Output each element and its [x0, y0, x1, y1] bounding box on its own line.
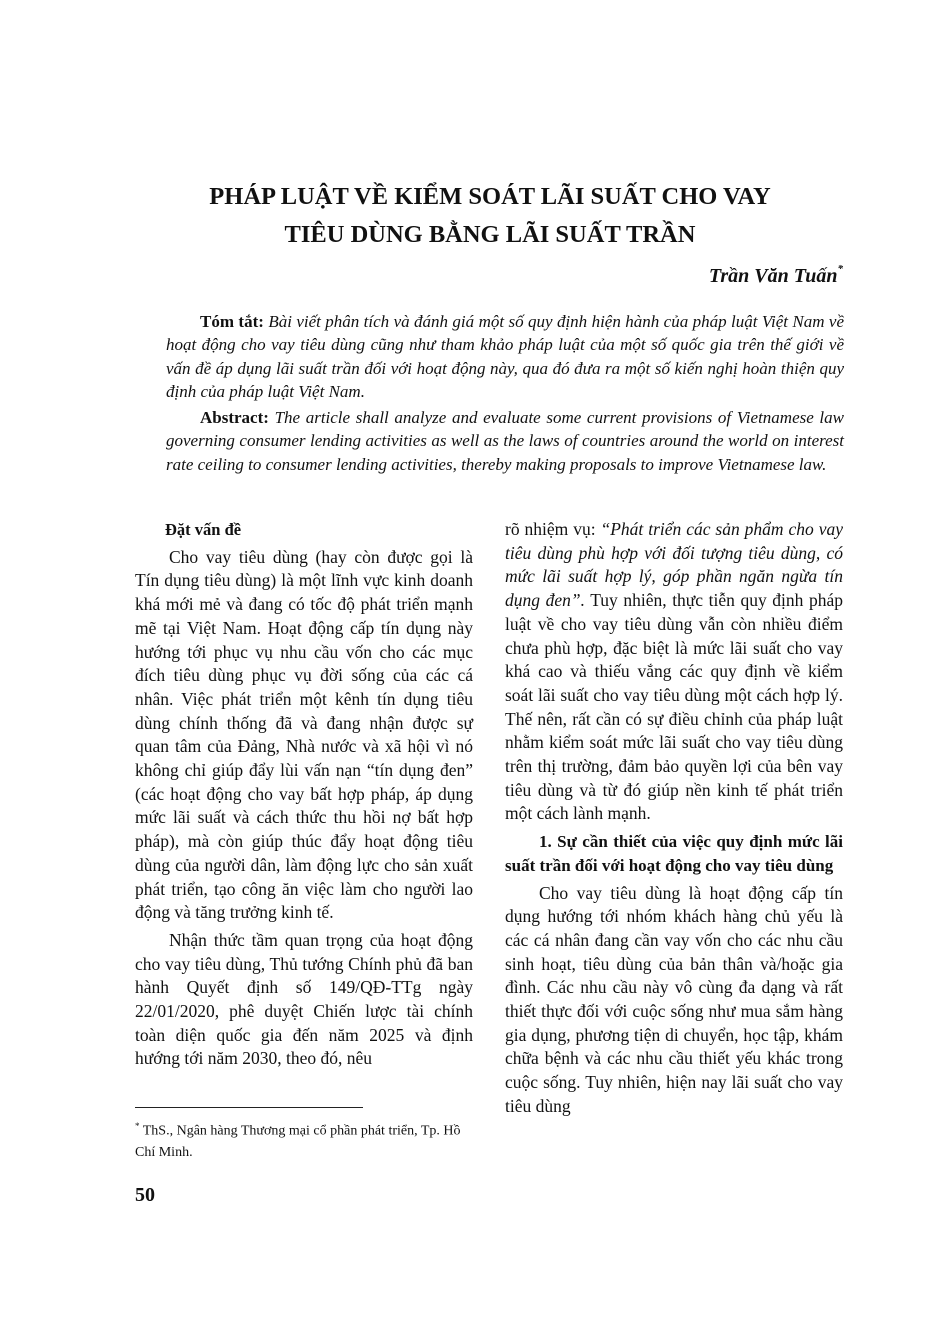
- left-column: [135, 518, 473, 1071]
- abstract-vi-label: Tóm tắt:: [200, 312, 264, 331]
- right-column: [505, 518, 843, 1119]
- footnote: [135, 1116, 473, 1163]
- footnote-mark: *: [135, 1121, 140, 1131]
- abstract-en-label: Abstract:: [200, 408, 269, 427]
- paragraph-1: Cho vay tiêu dùng (hay còn được gọi là Tín dụng tiêu dùng) là một lĩnh vực kinh doanh khá mới mẻ và đang có tốc độ phát triển mạnh mẽ tại Việt Nam. Hoạt động cấp tín dụng này hướng tới phục vụ nhu cầu vốn cho các mục đích tiêu dùng phục vụ đời sống của các cá nhân. Việc phát triển một kênh tín dụng tiêu dùng chính thống đã và đang nhận được sự quan tâm của Đảng, Nhà nước và xã hội vì nó không chỉ giúp đẩy lùi vấn nạn “tín dụng đen” (các hoạt động cho vay bất hợp pháp, áp dụng mức lãi suất và cách thức thu hồi nợ bất hợp pháp), mà còn giúp thúc đẩy hoạt động tiêu dùng của người dân, làm động lực cho sản xuất phát triển, tạo công ăn việc làm cho người lao động và tăng trưởng kinh tế.: [135, 546, 473, 923]
- title-line-1: PHÁP LUẬT VỀ KIỂM SOÁT LÃI SUẤT CHO VAY: [209, 183, 771, 210]
- section-1-heading: 1. Sự cần thiết của việc quy định mức lãi suất trần đối với hoạt động cho vay tiêu dùng: [505, 832, 843, 875]
- paragraph-2-rest: Tuy nhiên, thực tiễn quy định pháp luật về cho vay tiêu dùng vẫn còn nhiều điểm chưa phù hợp, đặc biệt là mức lãi suất cho vay khá cao và thiếu vắng các quy định về kiểm soát lãi suất cho vay tiêu dùng một cách hợp lý. Thế nên, rất cần có sự điều chỉnh của pháp luật nhằm kiểm soát mức lãi suất cho vay tiêu dùng trên thị trường, đảm bảo quyền lợi của bên vay tiêu dùng và từ đó giúp nền kinh tế phát triển một cách lành mạnh.: [505, 590, 843, 824]
- author-footnote-mark: *: [837, 263, 843, 276]
- paragraph-2-cont-text: rõ nhiệm vụ:: [505, 519, 596, 539]
- article-title: [120, 178, 860, 254]
- author: [709, 265, 843, 288]
- paragraph-3: Cho vay tiêu dùng là hoạt động cấp tín dụng hướng tới nhóm khách hàng chủ yếu là các cá nhân đang cần vay vốn cho các nhu cầu sinh hoạt, tiêu dùng của bản thân và/hoặc gia đình. Các nhu cầu này vô cùng đa dạng và rất thiết thực đối với cuộc sống như mua sắm hàng gia dụng, phương tiện di chuyển, học tập, khám chữa bệnh và các nhu cầu thiết yếu khác trong cuộc sống. Tuy nhiên, hiện nay lãi suất cho vay tiêu dùng: [505, 882, 843, 1116]
- title-line-2: TIÊU DÙNG BẰNG LÃI SUẤT TRẦN: [284, 221, 696, 248]
- abstract-vietnamese: [166, 310, 844, 404]
- abstract-en-text: The article shall analyze and evaluate some current provisions of Vietnamese law governing consumer lending activities as well as the laws of countries around the world on interest rate ceiling to consumer lending activities, thereby making proposals to improve Vietnamese law.: [166, 408, 844, 474]
- paragraph-2-continued: [505, 518, 843, 826]
- abstract-vi-text: Bài viết phân tích và đánh giá một số quy định hiện hành của pháp luật Việt Nam về hoạt động cho vay tiêu dùng cũng như tham khảo pháp luật của một số quốc gia trên thế giới về vấn đề áp dụng lãi suất trần đối với hoạt động này, qua đó đưa ra một số kiến nghị hoàn thiện quy định của pháp luật Việt Nam.: [166, 312, 845, 402]
- intro-heading: Đặt vấn đề: [165, 520, 242, 539]
- footnote-divider: [135, 1107, 363, 1108]
- paragraph-2-quote: “Phát triển các sản phẩm cho vay tiêu dùng phù hợp với đối tượng tiêu dùng, có mức lãi suất hợp lý, góp phần ngăn ngừa tín dụng đen”.: [505, 519, 843, 611]
- abstract-english: [166, 406, 844, 476]
- author-name: Trần Văn Tuấn: [708, 265, 838, 287]
- paragraph-2-lead: Nhận thức tầm quan trọng của hoạt động cho vay tiêu dùng, Thủ tướng Chính phủ đã ban hành Quyết định số 149/QĐ-TTg ngày 22/01/2020, phê duyệt Chiến lược tài chính toàn diện quốc gia đến năm 2025 và định hướng tới năm 2030, theo đó, nêu: [135, 929, 473, 1069]
- page-number: 50: [135, 1184, 155, 1206]
- footnote-text: ThS., Ngân hàng Thương mại cổ phần phát triển, Tp. Hồ Chí Minh.: [135, 1123, 461, 1160]
